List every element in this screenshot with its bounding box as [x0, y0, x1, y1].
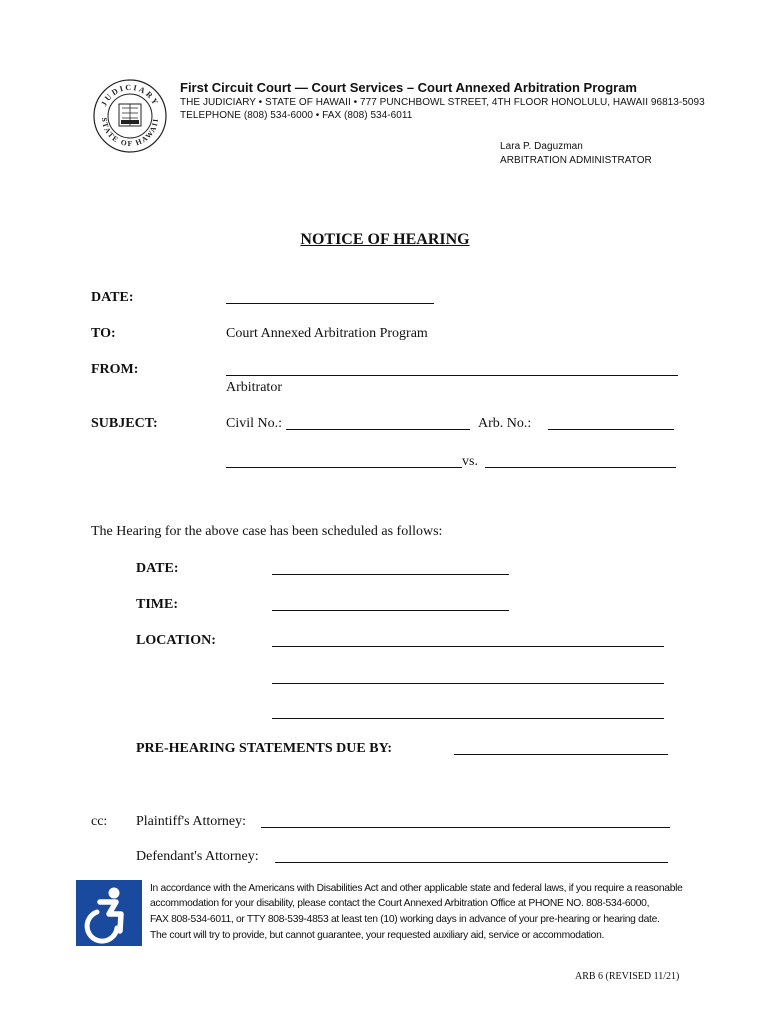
form-id: ARB 6 (REVISED 11/21) [575, 971, 680, 982]
pre-hearing-blank[interactable] [454, 754, 668, 755]
page-title [0, 231, 770, 249]
defendant-name-blank[interactable] [485, 467, 676, 468]
cc-label: cc: [91, 814, 108, 829]
administrator-name: Lara P. Daguzman [500, 141, 583, 152]
date-blank[interactable] [226, 303, 434, 304]
header-title: First Circuit Court — Court Services – Court Annexed Arbitration Program [180, 80, 637, 95]
defendant-attorney-blank[interactable] [275, 862, 668, 863]
from-caption: Arbitrator [226, 380, 282, 395]
header-phone: TELEPHONE (808) 534-6000 • FAX (808) 534-6011 [180, 110, 413, 121]
plaintiff-attorney-label: Plaintiff's Attorney: [136, 814, 246, 829]
civil-no-label: Civil No.: [226, 416, 283, 431]
plaintiff-attorney-blank[interactable] [261, 827, 670, 828]
accessibility-icon [76, 880, 142, 946]
header-address: THE JUDICIARY • STATE OF HAWAII • 777 PUNCHBOWL STREET, 4TH FLOOR HONOLULU, HAWAII 96813-5093 [180, 97, 705, 108]
defendant-attorney-label: Defendant's Attorney: [136, 849, 259, 864]
ada-notice-line-3: FAX 808-534-6011, or TTY 808-539-4853 at least ten (10) working days in advance of your pre-hearing or hearing date. [150, 914, 660, 925]
ada-notice-line-4: The court will try to provide, but cannot guarantee, your requested auxiliary aid, service or accommodation. [150, 930, 605, 941]
ada-notice-line-2: accommodation for your disability, please contact the Court Annexed Arbitration Office at PHONE NO. 808-534-6000, [150, 898, 650, 909]
administrator-title: ARBITRATION ADMINISTRATOR [500, 155, 652, 166]
to-label: TO: [91, 326, 116, 341]
hearing-time-blank[interactable] [272, 610, 509, 611]
ada-notice-line-1: In accordance with the Americans with Disabilities Act and other applicable state and federal laws, if you require a reasonable [150, 883, 683, 894]
location-label: LOCATION: [136, 633, 216, 648]
subject-label: SUBJECT: [91, 416, 158, 431]
arb-no-label: Arb. No.: [478, 416, 532, 431]
location-blank-3[interactable] [272, 718, 664, 719]
plaintiff-name-blank[interactable] [226, 467, 462, 468]
date-label: DATE: [91, 290, 134, 305]
from-blank[interactable] [226, 375, 678, 376]
seal-bottom-text: STATE OF HAWAII [99, 117, 161, 149]
schedule-intro: The Hearing for the above case has been scheduled as follows: [91, 524, 443, 539]
hearing-date-label: DATE: [136, 561, 179, 576]
civil-no-blank[interactable] [286, 429, 470, 430]
from-label: FROM: [91, 362, 139, 377]
hearing-date-blank[interactable] [272, 574, 509, 575]
location-blank-1[interactable] [272, 646, 664, 647]
vs-label: vs. [462, 454, 478, 469]
to-value: Court Annexed Arbitration Program [226, 326, 428, 341]
wheelchair-icon [76, 880, 142, 946]
hearing-time-label: TIME: [136, 597, 178, 612]
location-blank-2[interactable] [272, 683, 664, 684]
judiciary-seal [92, 78, 168, 154]
pre-hearing-label: PRE-HEARING STATEMENTS DUE BY: [136, 741, 393, 756]
seal-top-text: JUDICIARY [99, 82, 161, 108]
page-title-text: NOTICE OF HEARING [300, 231, 470, 248]
arb-no-blank[interactable] [548, 429, 674, 430]
